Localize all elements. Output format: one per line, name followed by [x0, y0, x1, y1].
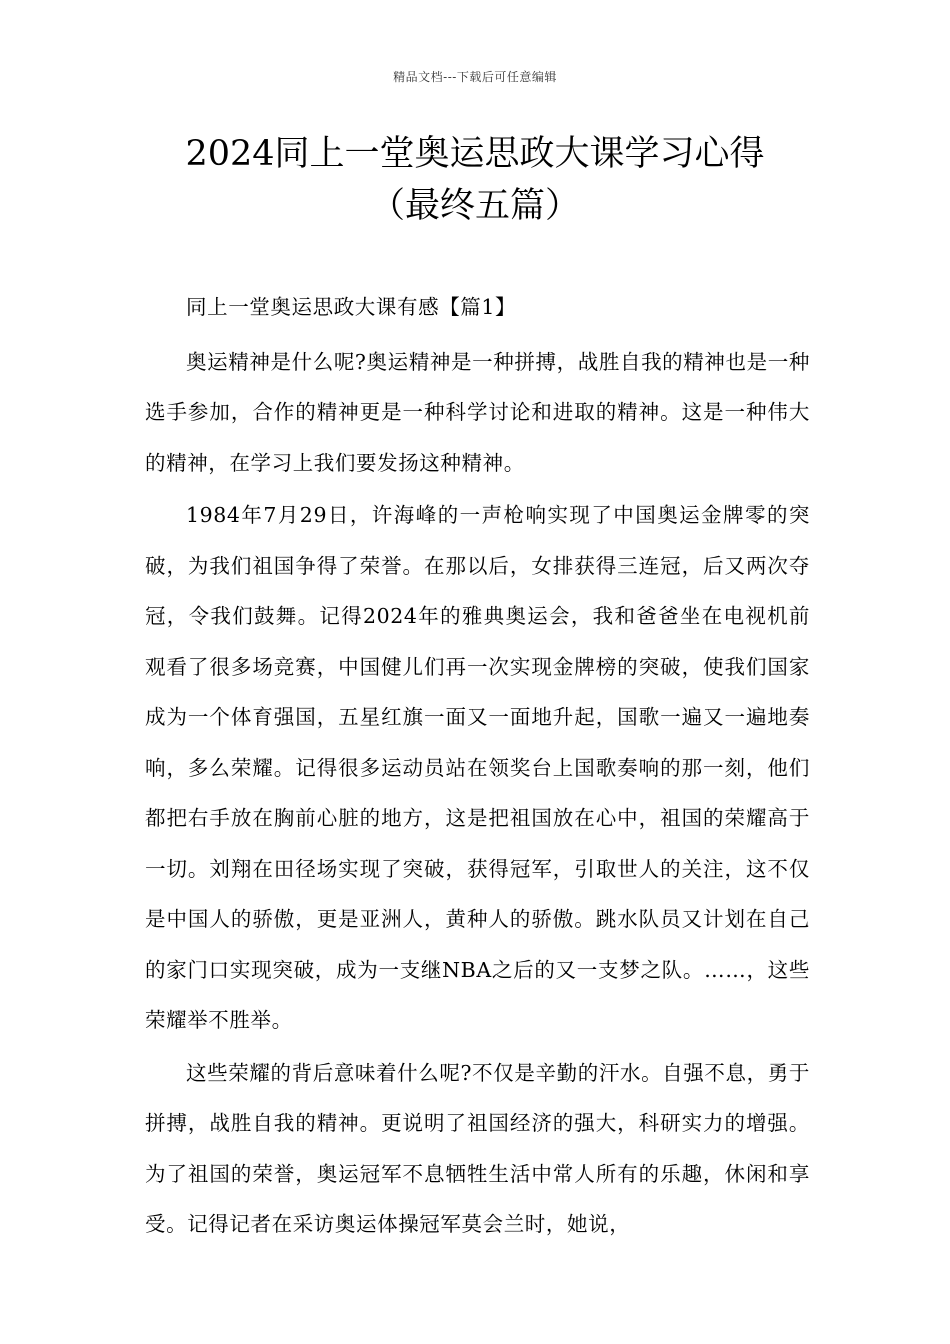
section-heading: 同上一堂奥运思政大课有感【篇1】: [186, 295, 517, 319]
title-line-1: 2024同上一堂奥运思政大课学习心得: [185, 134, 765, 174]
header-note: 精品文档---下载后可任意编辑: [393, 70, 557, 84]
paragraph-1: 奥运精神是什么呢?奥运精神是一种拼搏，战胜自我的精神也是一种选手参加，合作的精神更是一种科学讨论和进取的精神。这是一种伟大的精神，在学习上我们要发扬这种精神。: [145, 349, 810, 475]
title-line-2: （最终五篇）: [369, 186, 580, 226]
paragraph-2: 1984年7月29日，许海峰的一声枪响实现了中国奥运金牌零的突破，为我们祖国争得了荣誉。在那以后，女排获得三连冠，后又两次夺冠，令我们鼓舞。记得2024年的雅典奥运会，我和爸爸坐在电视机前观看了很多场竞赛，中国健儿们再一次实现金牌榜的突破，使我们国家成为一个体育强国，五星红旗一面又一面地升起，国歌一遍又一遍地奏响，多么荣耀。记得很多运动员站在领奖台上国歌奏响的那一刻，他们都把右手放在胸前心脏的地方，这是把祖国放在心中，祖国的荣耀高于一切。刘翔在田径场实现了突破，获得冠军，引取世人的关注，这不仅是中国人的骄傲，更是亚洲人，黄种人的骄傲。跳水队员又计划在自己的家门口实现突破，成为一支继NBA之后的又一支梦之队。……，这些荣耀举不胜举。: [145, 503, 810, 1032]
paragraph-3: 这些荣耀的背后意味着什么呢?不仅是辛勤的汗水。自强不息，勇于拼搏，战胜自我的精神。更说明了祖国经济的强大，科研实力的增强。为了祖国的荣誉，奥运冠军不息牺牲生活中常人所有的乐趣，休闲和享受。记得记者在采访奥运体操冠军莫会兰时，她说，: [145, 1060, 810, 1236]
document-title: [100, 128, 850, 232]
document-body: [145, 282, 810, 1252]
